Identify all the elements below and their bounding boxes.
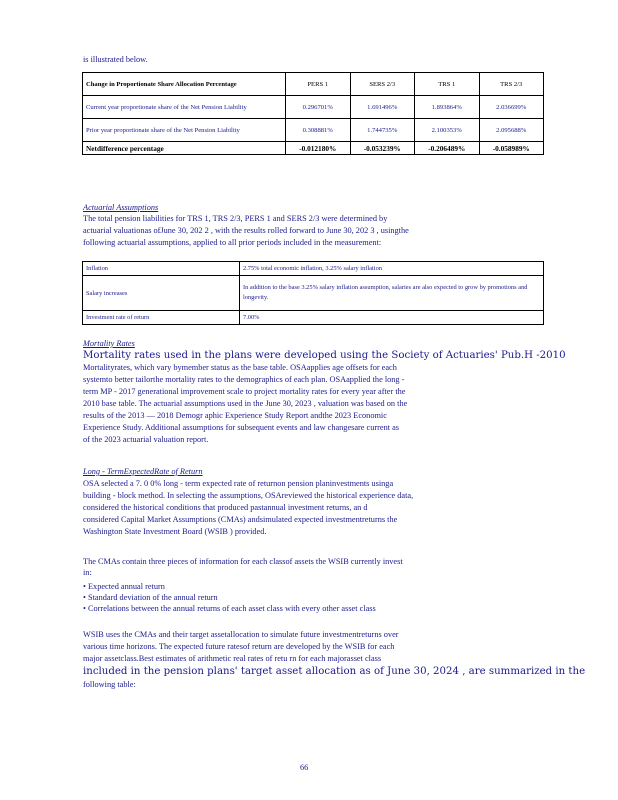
table-footer-cell: Netdifference percentage [83,142,286,155]
wsib-line: WSIB uses the CMAs and their target assetallocation to simulate future investmentreturns over [83,630,399,639]
mortality-line: 2010 base table. The actuarial assumptions used in the June 30, 2023 , valuation was based on the [83,399,408,408]
table-cell: 2.095688% [479,119,544,142]
table-footer-cell: -0.058989% [479,142,544,155]
bullet-text: Correlations between the annual returns of each asset class with every other asset class [87,604,376,613]
table-cell: 1.893864% [415,96,480,119]
table-row [83,119,544,142]
table-cell: 2.100353% [415,119,480,142]
table-footer-cell: -0.053239% [350,142,415,155]
table-footer-cell: -0.012180% [286,142,351,155]
table-cell: In addition to the base 3.25% salary inflation assumption, salaries are also expected to grow by promotions and longevity. [240,276,544,311]
list-item: • Expected annual return [83,582,165,591]
wsib-line: various time horizons. The expected future ratesof return are developed by the WSIB for each [83,642,395,651]
cmas-line: The CMAs contain three pieces of information for each classof assets the WSIB currently invest [83,557,403,566]
table-cell: 0.308881% [286,119,351,142]
assumptions-table [82,261,544,325]
wsib-line: following table: [83,680,136,689]
table-footer-row [83,142,544,155]
table-cell: 2.75% total economic inflation, 3.25% salary inflation [240,262,544,276]
table-header-cell: PERS 1 [286,73,351,96]
list-item: • Standard deviation of the annual return [83,593,218,602]
mortality-line: Mortalityrates, which vary bymember status as the base table. OSAapplies age offsets for each [83,363,397,372]
table-cell: 1.744735% [350,119,415,142]
actuarial-line: actuarial valuationas ofJune 30, 202 2 , with the results rolled forward to June 30, 202 3 , usingthe [83,226,409,235]
table-cell: 2.036699% [479,96,544,119]
long-term-line: considered Capital Market Assumptions (CMAs) andsimulated expected investmentreturns the [83,515,398,524]
table-row [83,311,544,325]
table-header-row [83,73,544,96]
wsib-line: major assetclass.Best estimates of arithmetic real rates of retu rn for each majorasset class [83,654,382,663]
table-cell: 1.691496% [350,96,415,119]
proportionate-share-table [82,72,544,155]
mortality-heading: Mortality Rates [83,339,135,348]
long-term-line: OSA selected a 7. 0 0% long - term expected rate of returnon pension planinvestments usinga [83,479,394,488]
actuarial-line: The total pension liabilities for TRS 1, TRS 2/3, PERS 1 and SERS 2/3 were determined by [83,214,388,223]
list-item: • Correlations between the annual returns of each asset class with every other asset class [83,604,376,613]
intro-text: is illustrated below. [83,55,148,64]
table-row [83,262,544,276]
mortality-intro-line: Mortality rates used in the plans were developed using the Society of Actuaries' Pub.H -2010 [83,350,566,361]
table-cell: Current year proportionate share of the Net Pension Liability [83,96,286,119]
table-row [83,276,544,311]
table-header-cell: TRS 1 [415,73,480,96]
wsib-summary-line: included in the pension plans' target asset allocation as of June 30, 2024 , are summarized in the [83,666,586,677]
cmas-line: in: [83,568,92,577]
mortality-line: Experience Study. Additional assumptions for subsequent events and law changesare current as [83,423,400,432]
cmas-bullet-list [83,581,376,614]
actuarial-heading: Actuarial Assumptions [83,203,159,212]
long-term-line: building - block method. In selecting the assumptions, OSAreviewed the historical experience data, [83,491,414,500]
mortality-line: systemto better tailorthe mortality rates to the demographics of each plan. OSAapplied the long - [83,375,405,384]
bullet-text: Expected annual return [87,582,165,591]
long-term-heading: Long - TermExpectedRate of Return [83,467,203,476]
table-header-cell: TRS 2/3 [479,73,544,96]
bullet-text: Standard deviation of the annual return [87,593,218,602]
table-row [83,96,544,119]
table-cell: 0.296701% [286,96,351,119]
table-cell: Prior year proportionate share of the Net Pension Liability [83,119,286,142]
table-cell: Salary increases [83,276,240,311]
mortality-line: term MP - 2017 generational improvement scale to project mortality rates for every year after the [83,387,406,396]
table-header-cell: SERS 2/3 [350,73,415,96]
mortality-line: results of the 2013 — 2018 Demogr aphic Experience Study Report andthe 2023 Economic [83,411,387,420]
long-term-line: considered the historical conditions that produced pastannual investment returns, an d [83,503,368,512]
long-term-line: Washington State Investment Board (WSIB ) provided. [83,527,267,536]
table-cell: Investment rate of return [83,311,240,325]
actuarial-line: following actuarial assumptions, applied to all prior periods included in the measurement: [83,238,382,247]
table-header-cell: Change in Proportionate Share Allocation Percentage [83,73,286,96]
page-number: 66 [300,763,309,772]
mortality-line: of the 2023 actuarial valuation report. [83,435,209,444]
table-cell: Inflation [83,262,240,276]
table-cell: 7.00% [240,311,544,325]
table-footer-cell: -0.206489% [415,142,480,155]
